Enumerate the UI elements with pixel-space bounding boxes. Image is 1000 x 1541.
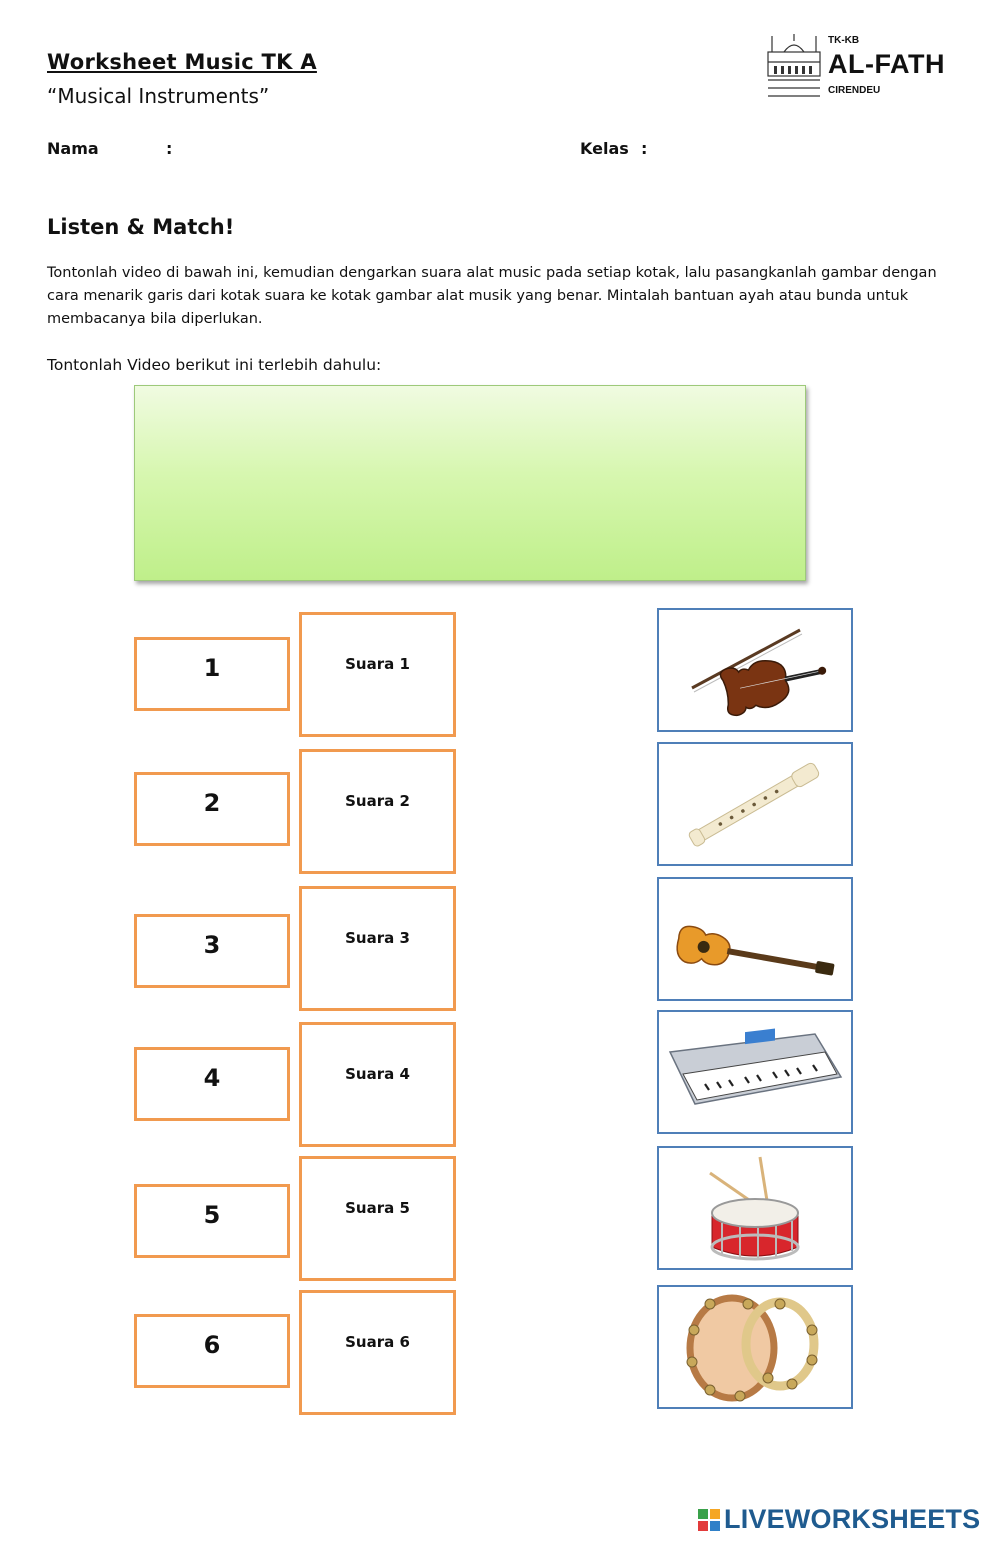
name-colon: : (166, 139, 173, 158)
footer-brand: LIVEWORKSHEETS (724, 1504, 981, 1534)
drum-icon (700, 1151, 810, 1266)
number-box-6[interactable]: 6 (134, 1314, 290, 1388)
picture-box-4[interactable] (657, 1010, 853, 1134)
logo-name: AL-FATH (828, 49, 945, 79)
logo-bottom-label: CIRENDEU (828, 85, 881, 96)
sound-box-5[interactable]: Suara 5 (299, 1156, 456, 1281)
picture-box-2[interactable] (657, 742, 853, 866)
sound-box-2[interactable]: Suara 2 (299, 749, 456, 874)
sound-box-1[interactable]: Suara 1 (299, 612, 456, 737)
sound-box-6[interactable]: Suara 6 (299, 1290, 456, 1415)
picture-box-6[interactable] (657, 1285, 853, 1409)
violin-icon (680, 618, 830, 723)
logo-top-label: TK-KB (828, 35, 860, 46)
keyboard-icon (665, 1022, 845, 1122)
number-box-4[interactable]: 4 (134, 1047, 290, 1121)
class-colon: : (641, 139, 648, 158)
section-title: Listen & Match! (47, 215, 235, 239)
sound-box-4[interactable]: Suara 4 (299, 1022, 456, 1147)
recorder-icon (680, 754, 830, 854)
picture-box-3[interactable] (657, 877, 853, 1001)
picture-box-5[interactable] (657, 1146, 853, 1270)
class-label: Kelas (580, 139, 629, 158)
number-box-1[interactable]: 1 (134, 637, 290, 711)
number-box-3[interactable]: 3 (134, 914, 290, 988)
number-box-2[interactable]: 2 (134, 772, 290, 846)
picture-box-1[interactable] (657, 608, 853, 732)
tambourine-icon (680, 1290, 830, 1405)
video-player[interactable] (134, 385, 806, 581)
number-box-5[interactable]: 5 (134, 1184, 290, 1258)
sound-box-3[interactable]: Suara 3 (299, 886, 456, 1011)
name-label: Nama (47, 139, 99, 158)
liveworksheets-logo-icon (698, 1509, 720, 1531)
instructions-text: Tontonlah video di bawah ini, kemudian dengarkan suara alat music pada setiap kotak, lalu pasangkanlah gambar dengan cara menarik garis dari kotak suara ke kotak gambar alat musik yang benar. Mintalah bantuan ayah atau bunda untuk membacanya bila diperlukan. (47, 265, 937, 327)
video-label: Tontonlah Video berikut ini terlebih dahulu: (47, 356, 382, 374)
worksheet-title: Worksheet Music TK A (47, 50, 317, 74)
worksheet-subtitle: “Musical Instruments” (47, 84, 270, 108)
guitar-icon (670, 889, 840, 989)
